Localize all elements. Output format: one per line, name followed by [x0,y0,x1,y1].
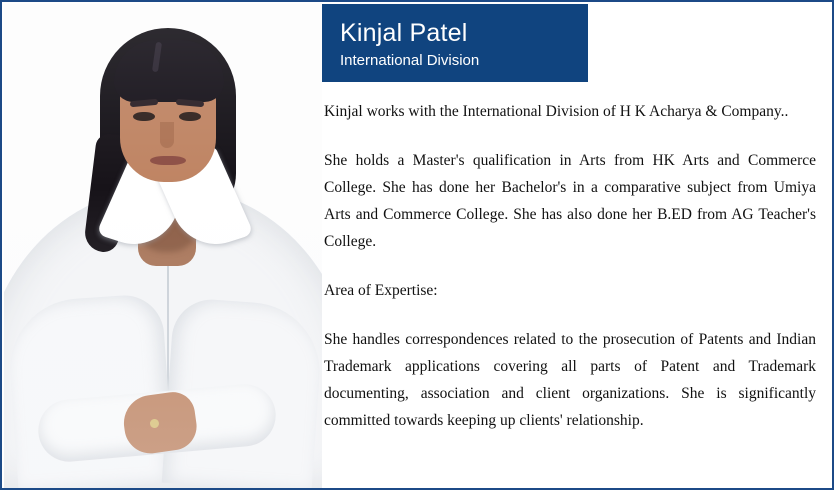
nose [160,122,174,148]
hair-front [114,40,224,102]
profile-photo [4,4,322,488]
expertise-heading: Area of Expertise: [324,282,438,299]
bio-paragraph-4: She handles correspondences related to the prosecution of Patents and Indian Trademark applications covering all parts of Patent and Trademark documenting, association and client organizations. She is significantly committed towards keeping up clients' relationship. [324,331,816,429]
person-role: International Division [340,52,480,69]
eye-right [179,112,201,121]
bio-paragraph-1: Kinjal works with the International Division of H K Acharya & Company.. [324,103,789,120]
portrait-illustration [4,4,322,488]
page-title: Kinjal Patel [340,19,468,47]
bio-paragraph-2: She holds a Master's qualification in Arts from HK Arts and Commerce College. She has done her Bachelor's in a comparative subject from Umiya Arts and Commerce College. She has also done her B.ED from AG Teacher's College. [324,152,816,250]
mouth [150,156,186,165]
biography [324,98,816,434]
eye-left [133,112,155,121]
name-banner [322,4,588,82]
